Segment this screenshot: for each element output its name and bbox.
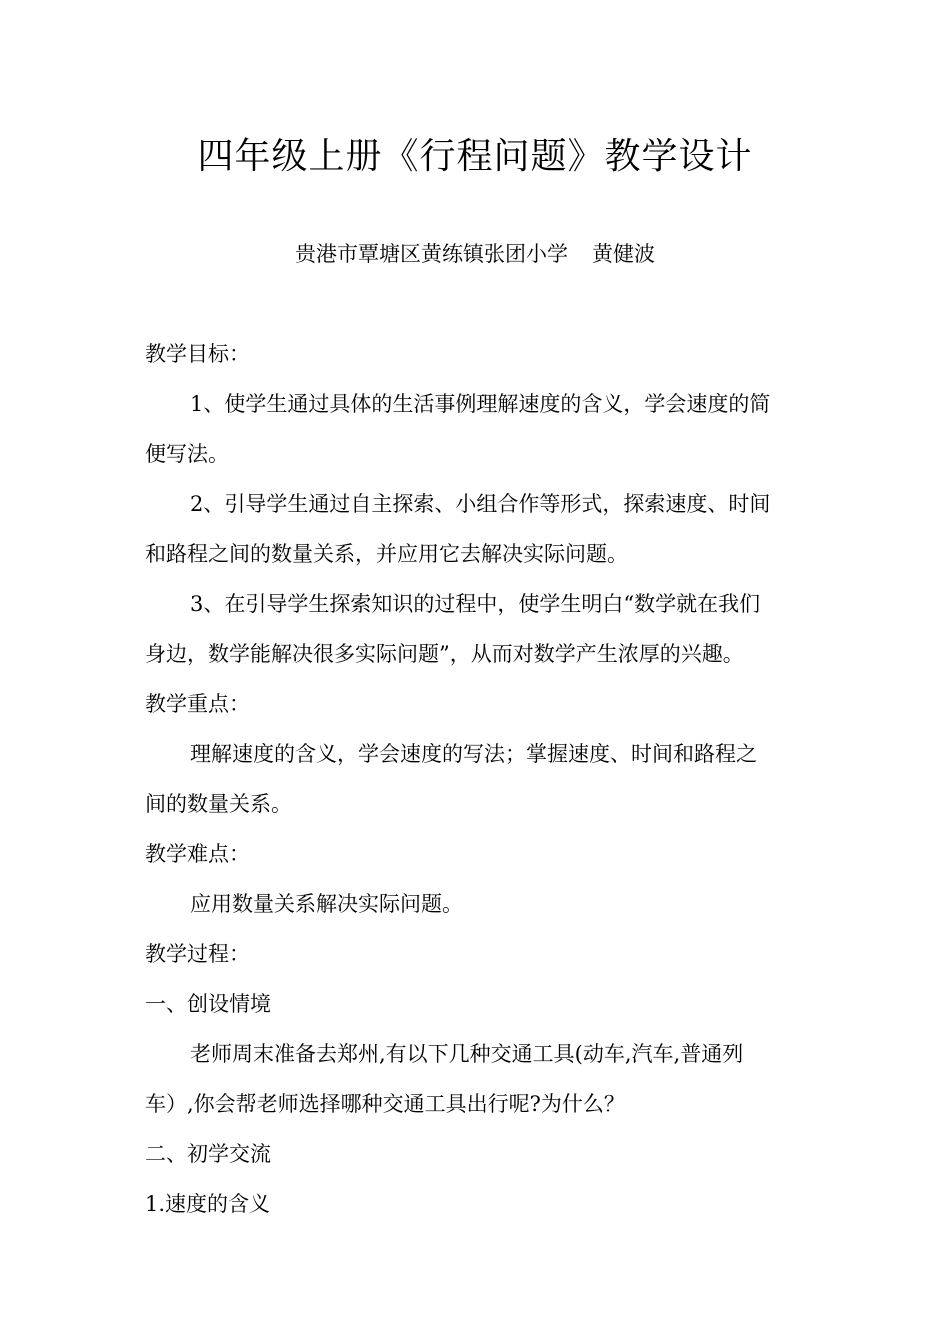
paragraph-line: 老师周末准备去郑州,有以下几种交通工具(动车,汽车,普通列 (190, 1042, 744, 1066)
paragraph-line: 便写法。 (145, 442, 229, 466)
paragraph-line: 应用数量关系解决实际问题。 (190, 892, 463, 916)
author-line (0, 238, 950, 268)
heading-process: 教学过程： (145, 942, 250, 966)
heading-key-points: 教学重点： (145, 692, 250, 716)
author-school: 贵港市覃塘区黄练镇张团小学 (295, 242, 568, 266)
paragraph-line: 车）,你会帮老师选择哪种交通工具出行呢?为什么？ (145, 1092, 625, 1116)
section-heading: 一、创设情境 (145, 992, 271, 1016)
section-heading: 二、初学交流 (145, 1142, 271, 1166)
paragraph-line: 身边，数学能解决很多实际问题”，从而对数学产生浓厚的兴趣。 (145, 642, 744, 666)
heading-objectives: 教学目标： (145, 342, 250, 366)
paragraph-line: 3、在引导学生探索知识的过程中，使学生明白“数学就在我们 (190, 592, 761, 616)
document-title: 四年级上册《行程问题》教学设计 (197, 136, 753, 177)
paragraph-line: 间的数量关系。 (145, 792, 292, 816)
heading-difficulties: 教学难点： (145, 842, 250, 866)
subsection-heading: 1.速度的含义 (145, 1192, 271, 1216)
paragraph-line: 2、引导学生通过自主探索、小组合作等形式，探索速度、时间 (190, 492, 771, 516)
paragraph-line: 1、使学生通过具体的生活事例理解速度的含义，学会速度的简 (190, 392, 771, 416)
author-name: 黄健波 (592, 242, 655, 266)
paragraph-line: 和路程之间的数量关系，并应用它去解决实际问题。 (145, 542, 628, 566)
paragraph-line: 理解速度的含义，学会速度的写法；掌握速度、时间和路程之 (190, 742, 757, 766)
